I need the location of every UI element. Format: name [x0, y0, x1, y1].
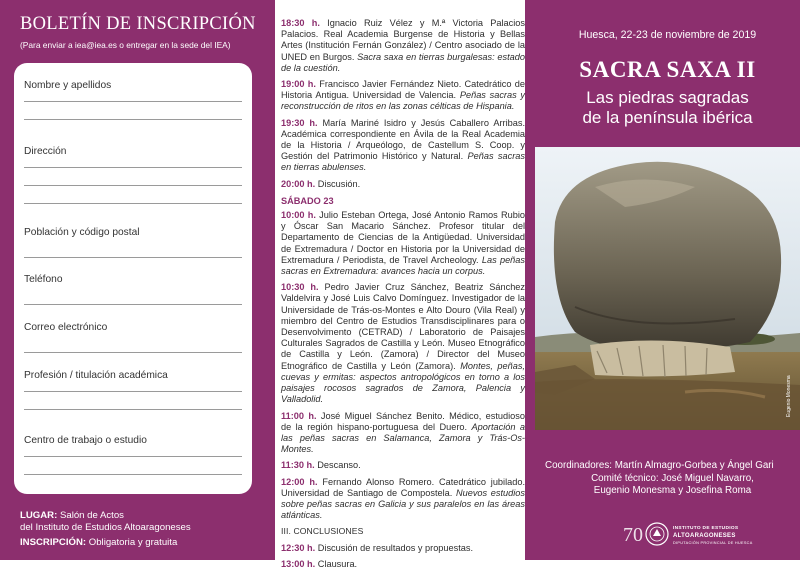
entry-talk-title: Las peñas sacras en Extremadura: avances hacia un corpus.: [281, 254, 525, 277]
program-entry: [281, 411, 525, 456]
entry-time: 13:00 h.: [281, 558, 316, 569]
field-line[interactable]: [24, 392, 242, 410]
rock-photo: [535, 147, 800, 430]
field-line[interactable]: [24, 93, 242, 102]
entry-speaker: Discusión.: [317, 178, 361, 189]
entry-time: 19:00 h.: [281, 79, 316, 90]
event-date: Huesca, 22-23 de noviembre de 2019: [578, 29, 757, 41]
field-name[interactable]: [24, 79, 242, 120]
photo-credit: Eugenio Monesma: [786, 375, 792, 417]
entry-speaker: Pedro Javier Cruz Sánchez, Beatriz Sánchez Valdelvira y José Luis Calvo Domínguez. Investigador de la Universidade de Trás-os-Montes e Alto Douro (Vila Real) y miembro del Centro de Estudios Transdisciplinares para o Desenvolvimento (CETRAD) / Laboratorio de Paisajes Culturales Sagrados de Castilla y León. Museo Etnográfico de Castilla y León. (Zamora) / Director del Museo Etnográfico de Castilla y León (Zamora).: [281, 282, 526, 371]
entry-time: 10:30 h.: [281, 282, 319, 293]
fold-bar-left: [265, 0, 275, 560]
entry-time: 11:30 h.: [281, 460, 315, 471]
registration-form: [14, 63, 252, 494]
field-line[interactable]: [24, 335, 242, 353]
day-heading: SÁBADO 23: [281, 195, 334, 206]
program-entry: [281, 179, 525, 190]
entry-speaker: José Miguel Sánchez Benito. Médico, estudioso de la región hispano-portuguesa del Duero.: [281, 410, 525, 432]
field-address[interactable]: [24, 145, 242, 204]
section-heading: III. CONCLUSIONES: [281, 526, 364, 537]
registration-subtitle: (Para enviar a iea@iea.es o entregar en la sede del IEA): [20, 40, 231, 50]
organizers: [545, 460, 800, 498]
entry-time: 20:00 h.: [281, 178, 316, 189]
venue-text: Salón de Actos: [57, 510, 124, 521]
registration-label: INSCRIPCIÓN:: [20, 537, 87, 548]
logo-line-1: INSTITUTO DE ESTUDIOS: [673, 526, 739, 531]
entry-speaker: Descanso.: [317, 460, 361, 471]
venue-label: LUGAR:: [20, 510, 58, 521]
program-panel: [265, 0, 535, 569]
field-line[interactable]: [24, 102, 242, 120]
program-entry: [281, 559, 525, 570]
entry-time: 18:30 h.: [281, 18, 320, 28]
entry-speaker: Julio Esteban Ortega, José Antonio Ramos Rubio y Óscar San Macario Sánchez. Profesor titular del Departamento de Ciencias de la Antigüedad. Universidad de Extremadura / Doctor en Historia por la Universidad de Extremadura / Periodista, de Travel Archeology.: [281, 210, 525, 265]
logo-line-3: DIPUTACIÓN PROVINCIAL DE HUESCA: [673, 541, 753, 545]
field-line[interactable]: [24, 159, 242, 168]
field-line[interactable]: [24, 186, 242, 204]
logo-number: 70: [623, 524, 643, 546]
entry-time: 12:00 h.: [281, 476, 318, 487]
field-email[interactable]: [24, 321, 242, 353]
field-phone[interactable]: [24, 273, 242, 305]
event-subtitle-2: de la península ibérica: [582, 108, 753, 127]
entry-talk-title: Aportación a las peñas sacras en Salamanca, Zamora y Trás-Os-Montes.: [281, 421, 525, 455]
entry-speaker: Francisco Javier Fernández Nieto. Catedrático de Historia Antigua. Universidad de Valencia.: [281, 79, 525, 101]
logo-line-2: ALTOARAGONESES: [673, 533, 736, 539]
entry-talk-title: Peñas sacras y reconstrucción de ritos en las zonas célticas de Hispania.: [281, 90, 526, 112]
entry-time: 10:00 h.: [281, 210, 316, 221]
entry-speaker: Clausura.: [317, 558, 358, 569]
cover-panel: [535, 0, 800, 560]
registration-title: BOLETÍN DE INSCRIPCIÓN: [20, 14, 256, 34]
field-line[interactable]: [24, 457, 242, 475]
entry-time: 11:00 h.: [281, 410, 317, 421]
entry-talk-title: Nuevos estudios sobre peñas sacras en Galicia y sus paralelos en las áreas atlánticas.: [281, 487, 525, 521]
field-line[interactable]: [24, 287, 242, 305]
entry-speaker: Fernando Alonso Romero. Catedrático jubilado. Universidad de Santiago de Compostela.: [281, 476, 526, 498]
entry-speaker: Ignacio Ruiz Vélez y M.ª Victoria Palacios Palacios. Real Academia Burgense de Historia y Bellas Artes (Institución Fernán González) / Centro asociado de la UNED en Burgos.: [281, 18, 525, 62]
field-label: Nombre y apellidos: [24, 80, 112, 91]
event-title: SACRA SAXA II: [579, 57, 756, 82]
program-entry: [281, 210, 525, 277]
program-entry: [281, 79, 525, 113]
program-entry: [281, 282, 525, 405]
program-list: [281, 18, 525, 575]
venue-text-2: del Instituto de Estudios Altoaragoneses: [20, 521, 191, 533]
field-city-postcode[interactable]: [24, 226, 242, 258]
fold-bar-right: [525, 0, 535, 560]
entry-speaker: María Mariné Isidro y Jesús Caballero Arribas. Académica correspondiente en Ávila de la Real Academia de la Historia / Arqueólogo, de Castellum S. Coop. y Gestión del Patrimonio Histórico y Natural.: [281, 117, 525, 162]
field-label: Profesión / titulación académica: [24, 370, 168, 381]
field-line[interactable]: [24, 168, 242, 186]
program-entry: [281, 118, 525, 174]
field-line[interactable]: [24, 240, 242, 258]
program-entry: [281, 477, 525, 522]
registration-panel: [0, 0, 265, 560]
program-entry: [281, 543, 525, 554]
field-label: Dirección: [24, 146, 67, 157]
field-label: Centro de trabajo o estudio: [24, 435, 147, 446]
entry-time: 19:30 h.: [281, 117, 318, 128]
program-entry: [281, 460, 525, 471]
registration-info: [20, 537, 260, 549]
field-line[interactable]: [24, 448, 242, 457]
entry-talk-title: Sacra saxa en tierras burgalesas: estado de la cuestión.: [281, 51, 525, 73]
entry-talk-title: Montes, peñas, cuevas y ermitas: aspectos antropológicos en torno a los paisajes rocosos sagrados de Zamora, Palencia y Valladolid.: [281, 360, 525, 405]
entry-time: 12:30 h.: [281, 542, 316, 553]
entry-talk-title: Peñas sacras en tierras abulenses.: [281, 151, 525, 173]
field-label: Correo electrónico: [24, 322, 108, 333]
event-subtitle-1: Las piedras sagradas: [586, 88, 749, 107]
committee-text-1: Comité técnico: José Miguel Navarro,: [591, 472, 754, 484]
field-line[interactable]: [24, 383, 242, 392]
field-workplace[interactable]: [24, 434, 242, 475]
field-label: Teléfono: [24, 274, 63, 285]
venue-info: [20, 510, 260, 533]
field-label: Población y código postal: [24, 227, 140, 238]
program-entry: [281, 18, 525, 74]
committee-text-2: Eugenio Monesma y Josefina Roma: [593, 485, 752, 496]
field-profession[interactable]: [24, 369, 242, 410]
iea-logo: [623, 522, 753, 552]
registration-text: Obligatoria y gratuita: [86, 537, 178, 548]
entry-speaker: Discusión de resultados y propuestas.: [317, 542, 474, 553]
coordinators-text: Coordinadores: Martín Almagro-Gorbea y Ángel Gari: [545, 460, 774, 471]
seal-icon: [645, 522, 669, 546]
